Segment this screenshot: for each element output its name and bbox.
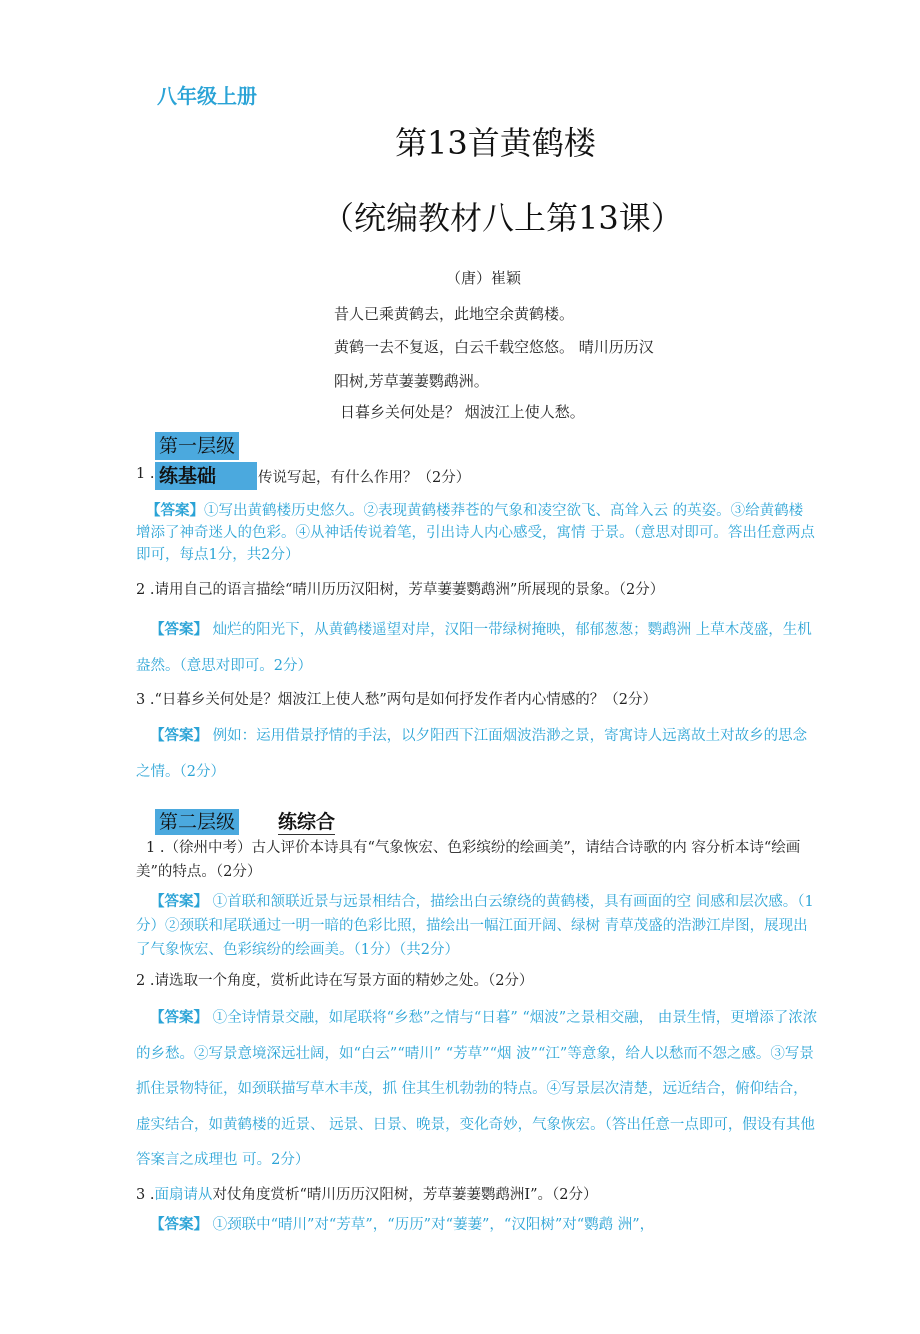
answer-text: 例如：运用借景抒情的手法，以夕阳西下江面烟波浩渺之景，寄寓诗人远离故土对故乡的思念之情。（2分） <box>136 728 808 780</box>
level1-label: 第一层级 <box>155 432 239 460</box>
poem-line: 黄鹤一去不复返，白云千载空悠悠。 晴川历历汉 <box>334 338 654 356</box>
poem-line: 日暮乡关何处是？ 烟波江上使人愁。 <box>340 403 585 421</box>
level1-q1-number: 1 . <box>136 466 155 482</box>
poem-author: （唐）崔颖 <box>446 269 522 287</box>
answer-tag: 【答案】 <box>146 502 204 519</box>
poem-line: 阳树,芳草萋萋鹦鹉洲。 <box>334 372 489 390</box>
answer-text: ①写出黄鹤楼历史悠久。②表现黄鹤楼莽苍的气象和凌空欲飞、高耸入云 的英姿。③给黄鹤楼增添了神奇迷人的色彩。④从神话传说着笔，引出诗人内心感受，寓情 于景。（意思对即可。答出任意两点即可，每点1分，共2分） <box>136 503 815 563</box>
answer-tag: 【答案】 <box>150 621 208 638</box>
level1-practice-label: 练基础 <box>155 462 257 490</box>
level2-q3 <box>136 1183 597 1204</box>
answer-tag: 【答案】 <box>150 893 208 910</box>
level1-answer1 <box>136 500 816 566</box>
level2-answer1 <box>136 890 821 962</box>
grade-label: 八年级上册 <box>157 84 257 108</box>
answer-text: ①全诗情景交融，如尾联将“乡愁”之情与“日暮” “烟波”之景相交融， 由景生情，更增添了浓浓的乡愁。②写景意境深远壮阔，如“白云”“晴川” “芳草”“烟 波”“江”等意象，给人以愁而不怨之感。③写景抓住景物特征，如颈联描写草木丰茂，抓 住其生机勃勃的特点。④写景层次清楚，远近结合，俯仰结合，虚实结合，如黄鹤楼的近景、 远景、日景、晚景，变化奇妙，气象恢宏。（答出任意一点即可，假设有其他答案言之成理也 可。2分） <box>136 1010 818 1168</box>
level2-practice-label: 练综合 <box>278 807 335 835</box>
level1-answer2 <box>136 612 816 684</box>
answer-text: ①颈联中“晴川”对“芳草”，“历历”对“萋萋”，“汉阳树”对“鹦鹉 洲”， <box>208 1217 655 1233</box>
answer-tag: 【答案】 <box>150 1009 208 1026</box>
level2-label: 第二层级 <box>155 809 239 835</box>
level1-answer3 <box>136 718 816 790</box>
answer-text: ①首联和颔联近景与远景相结合，描绘出白云缭绕的黄鹤楼，具有画面的空 间感和层次感。（1分）②颈联和尾联通过一明一暗的色彩比照，描绘出一幅江面开阔、绿树 青草茂盛的浩渺江岸图，展现出了气象恢宏、色彩缤纷的绘画美。（1分）（共2分） <box>136 894 814 958</box>
poem-line: 昔人已乘黄鹤去，此地空余黄鹤楼。 <box>334 305 575 323</box>
level1-q1-text: 传说写起，有什么作用？（2分） <box>258 470 471 486</box>
level1-q3: 3 .“日暮乡关何处是？烟波江上使人愁”两句是如何抒发作者内心情感的？（2分） <box>136 692 657 708</box>
level2-q1: 1 .（徐州中考）古人评价本诗具有“气象恢宏、色彩缤纷的绘画美”，请结合诗歌的内 容分析本诗“绘画美”的特点。（2分） <box>136 840 801 880</box>
q3-number: 3 . <box>136 1187 155 1203</box>
page-title: 第13首黄鹤楼 <box>395 124 596 162</box>
q3-highlight: 面扇请从 <box>154 1187 213 1203</box>
page-subtitle: （统编教材八上第13课） <box>322 199 683 237</box>
q3-text: 对仗角度赏析“晴川历历汉阳树，芳草萋萋鹦鹉洲I”。（2分） <box>212 1187 598 1203</box>
level2-answer2 <box>136 1000 821 1179</box>
answer-tag: 【答案】 <box>150 727 208 744</box>
level2-answer3 <box>150 1214 654 1237</box>
answer-tag: 【答案】 <box>150 1216 208 1233</box>
answer-text: 灿烂的阳光下，从黄鹤楼遥望对岸，汉阳一带绿树掩映，郁郁葱葱；鹦鹉洲 上草木茂盛，生机盎然。（意思对即可。2分） <box>136 622 812 674</box>
level2-q2: 2 .请选取一个角度，赏析此诗在写景方面的精妙之处。（2分） <box>136 973 534 989</box>
level1-q2: 2 .请用自己的语言描绘“晴川历历汉阳树，芳草萋萋鹦鹉洲”所展现的景象。（2分） <box>136 582 665 598</box>
